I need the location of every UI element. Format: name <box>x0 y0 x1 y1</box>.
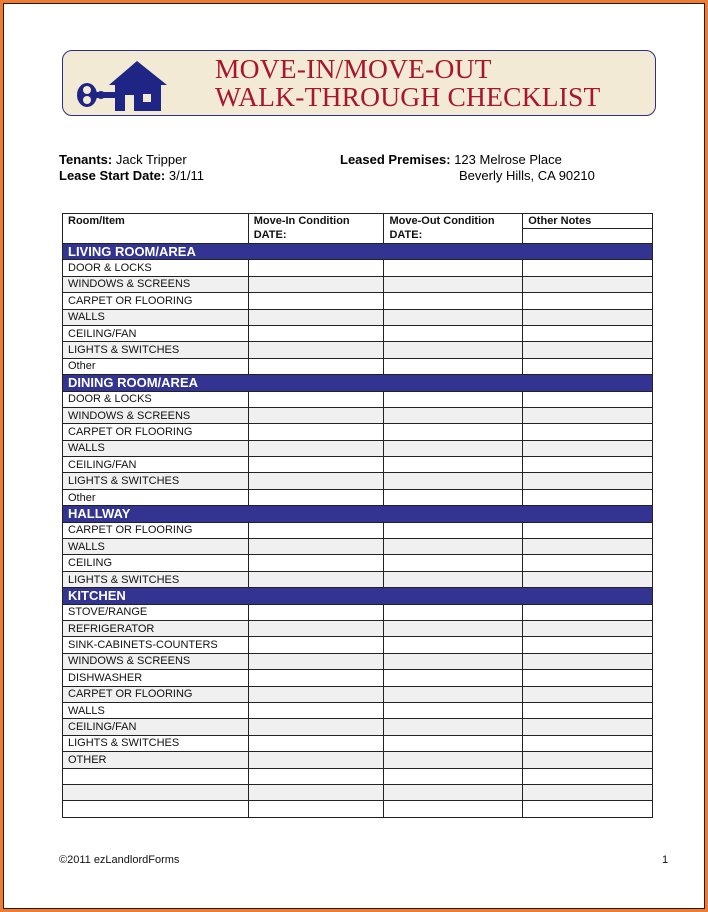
item-name: CARPET OR FLOORING <box>63 686 249 702</box>
table-row <box>63 801 653 817</box>
table-row <box>63 784 653 800</box>
item-name: DISHWASHER <box>63 670 249 686</box>
move-out-cell[interactable] <box>384 457 523 473</box>
header-room: Room/Item <box>63 214 249 244</box>
item-name: REFRIGERATOR <box>63 620 249 636</box>
lease-start-label: Lease Start Date: <box>59 168 166 183</box>
move-out-cell[interactable] <box>384 309 523 325</box>
table-row <box>63 407 653 423</box>
move-out-cell[interactable] <box>384 260 523 276</box>
move-in-cell[interactable] <box>248 670 384 686</box>
table-row <box>63 342 653 358</box>
table-row <box>63 702 653 718</box>
table-row <box>63 440 653 456</box>
table-row <box>63 686 653 702</box>
move-in-cell[interactable] <box>248 539 384 555</box>
move-out-cell[interactable] <box>384 768 523 784</box>
move-out-cell[interactable] <box>384 473 523 489</box>
move-out-cell[interactable] <box>384 293 523 309</box>
item-name: STOVE/RANGE <box>63 604 249 620</box>
notes-subheader <box>523 229 653 244</box>
move-in-cell[interactable] <box>248 604 384 620</box>
notes-cell[interactable] <box>523 309 653 325</box>
move-out-cell[interactable] <box>384 358 523 374</box>
notes-cell[interactable] <box>523 276 653 292</box>
move-in-cell[interactable] <box>248 784 384 800</box>
move-in-cell[interactable] <box>248 620 384 636</box>
notes-cell[interactable] <box>523 522 653 538</box>
notes-cell[interactable] <box>523 407 653 423</box>
move-in-cell[interactable] <box>248 489 384 505</box>
move-in-cell[interactable] <box>248 457 384 473</box>
notes-cell[interactable] <box>523 260 653 276</box>
notes-cell[interactable] <box>523 424 653 440</box>
table-row <box>63 325 653 341</box>
move-out-cell[interactable] <box>384 670 523 686</box>
move-out-cell[interactable] <box>384 407 523 423</box>
notes-cell[interactable] <box>523 620 653 636</box>
section-title: KITCHEN <box>63 588 653 604</box>
move-in-cell[interactable] <box>248 358 384 374</box>
section-title: HALLWAY <box>63 506 653 522</box>
notes-cell[interactable] <box>523 571 653 587</box>
table-row <box>63 539 653 555</box>
notes-cell[interactable] <box>523 342 653 358</box>
premises-field <box>340 152 562 167</box>
table-row <box>63 489 653 505</box>
item-name: LIGHTS & SWITCHES <box>63 735 249 751</box>
notes-cell[interactable] <box>523 489 653 505</box>
notes-cell[interactable] <box>523 686 653 702</box>
title-banner <box>62 50 656 116</box>
key-house-logo-icon <box>75 57 210 113</box>
lease-start-field <box>59 168 204 183</box>
move-out-cell[interactable] <box>384 440 523 456</box>
move-in-cell[interactable] <box>248 801 384 817</box>
move-in-cell[interactable] <box>248 424 384 440</box>
item-name: WINDOWS & SCREENS <box>63 407 249 423</box>
table-row <box>63 391 653 407</box>
item-name: WALLS <box>63 702 249 718</box>
move-out-cell[interactable] <box>384 604 523 620</box>
notes-cell[interactable] <box>523 637 653 653</box>
table-row <box>63 260 653 276</box>
item-name: WALLS <box>63 539 249 555</box>
table-row <box>63 293 653 309</box>
item-name: OTHER <box>63 752 249 768</box>
notes-cell[interactable] <box>523 325 653 341</box>
item-name: CEILING/FAN <box>63 325 249 341</box>
move-in-cell[interactable] <box>248 342 384 358</box>
table-row <box>63 752 653 768</box>
notes-cell[interactable] <box>523 702 653 718</box>
table-row <box>63 620 653 636</box>
item-name: CEILING/FAN <box>63 719 249 735</box>
header-notes: Other Notes <box>523 214 653 229</box>
move-out-cell[interactable] <box>384 522 523 538</box>
move-in-cell[interactable] <box>248 571 384 587</box>
move-in-cell[interactable] <box>248 325 384 341</box>
move-out-date-label: DATE: <box>389 229 423 241</box>
lease-start-value: 3/1/11 <box>168 168 205 183</box>
table-row <box>63 653 653 669</box>
table-row <box>63 735 653 751</box>
move-in-cell[interactable] <box>248 407 384 423</box>
move-in-cell[interactable] <box>248 702 384 718</box>
notes-cell[interactable] <box>523 293 653 309</box>
move-in-cell[interactable] <box>248 309 384 325</box>
table-row <box>63 276 653 292</box>
item-name <box>63 784 249 800</box>
table-row <box>63 522 653 538</box>
document-title <box>215 55 601 111</box>
move-out-cell[interactable] <box>384 539 523 555</box>
move-out-cell[interactable] <box>384 276 523 292</box>
notes-cell[interactable] <box>523 604 653 620</box>
move-out-cell[interactable] <box>384 489 523 505</box>
move-in-cell[interactable] <box>248 752 384 768</box>
header-move-out <box>384 214 523 244</box>
item-name: CEILING/FAN <box>63 457 249 473</box>
premises-line-2: Beverly Hills, CA 90210 <box>459 168 595 183</box>
move-in-cell[interactable] <box>248 735 384 751</box>
move-out-cell[interactable] <box>384 735 523 751</box>
table-row <box>63 719 653 735</box>
item-name: WALLS <box>63 440 249 456</box>
notes-cell[interactable] <box>523 653 653 669</box>
move-in-cell[interactable] <box>248 686 384 702</box>
item-name: Other <box>63 358 249 374</box>
premises-line-1: 123 Melrose Place <box>454 152 562 167</box>
move-out-label: Move-Out Condition <box>389 215 495 227</box>
move-out-cell[interactable] <box>384 784 523 800</box>
item-name: Other <box>63 489 249 505</box>
item-name: WALLS <box>63 309 249 325</box>
move-in-cell[interactable] <box>248 293 384 309</box>
page-number: 1 <box>662 854 669 866</box>
move-in-cell[interactable] <box>248 391 384 407</box>
move-out-cell[interactable] <box>384 325 523 341</box>
notes-cell[interactable] <box>523 752 653 768</box>
move-out-cell[interactable] <box>384 391 523 407</box>
item-name: SINK-CABINETS-COUNTERS <box>63 637 249 653</box>
item-name: LIGHTS & SWITCHES <box>63 473 249 489</box>
item-name: LIGHTS & SWITCHES <box>63 342 249 358</box>
copyright: ©2011 ezLandlordForms <box>59 854 180 866</box>
header-row <box>63 214 653 229</box>
move-in-date-label: DATE: <box>253 229 287 241</box>
move-out-cell[interactable] <box>384 555 523 571</box>
move-in-cell[interactable] <box>248 653 384 669</box>
move-out-cell[interactable] <box>384 719 523 735</box>
table-row <box>63 768 653 784</box>
item-name: CARPET OR FLOORING <box>63 522 249 538</box>
notes-cell[interactable] <box>523 358 653 374</box>
tenants-value: Jack Tripper <box>115 152 187 167</box>
section-header <box>63 588 653 604</box>
tenants-field <box>59 152 187 167</box>
move-out-cell[interactable] <box>384 637 523 653</box>
table-row <box>63 309 653 325</box>
move-out-cell[interactable] <box>384 342 523 358</box>
table-row <box>63 571 653 587</box>
table-row <box>63 670 653 686</box>
notes-cell[interactable] <box>523 801 653 817</box>
move-in-cell[interactable] <box>248 440 384 456</box>
table-row <box>63 457 653 473</box>
move-out-cell[interactable] <box>384 702 523 718</box>
table-row <box>63 604 653 620</box>
section-header <box>63 375 653 391</box>
move-in-cell[interactable] <box>248 260 384 276</box>
notes-cell[interactable] <box>523 735 653 751</box>
move-in-cell[interactable] <box>248 276 384 292</box>
section-header <box>63 244 653 260</box>
table-row <box>63 358 653 374</box>
move-out-cell[interactable] <box>384 424 523 440</box>
notes-cell[interactable] <box>523 719 653 735</box>
table-row <box>63 555 653 571</box>
move-in-cell[interactable] <box>248 768 384 784</box>
move-out-cell[interactable] <box>384 571 523 587</box>
move-out-cell[interactable] <box>384 653 523 669</box>
item-name <box>63 801 249 817</box>
notes-cell[interactable] <box>523 539 653 555</box>
item-name: DOOR & LOCKS <box>63 260 249 276</box>
notes-cell[interactable] <box>523 391 653 407</box>
move-out-cell[interactable] <box>384 620 523 636</box>
notes-cell[interactable] <box>523 555 653 571</box>
section-header <box>63 506 653 522</box>
item-name: CARPET OR FLOORING <box>63 424 249 440</box>
notes-cell[interactable] <box>523 473 653 489</box>
item-name: DOOR & LOCKS <box>63 391 249 407</box>
item-name: WINDOWS & SCREENS <box>63 653 249 669</box>
title-line-2: WALK-THROUGH CHECKLIST <box>215 81 601 112</box>
item-name <box>63 768 249 784</box>
item-name: CARPET OR FLOORING <box>63 293 249 309</box>
notes-cell[interactable] <box>523 784 653 800</box>
table-row <box>63 637 653 653</box>
tenants-label: Tenants: <box>59 152 113 167</box>
page <box>3 3 705 909</box>
move-in-cell[interactable] <box>248 719 384 735</box>
move-out-cell[interactable] <box>384 686 523 702</box>
notes-cell[interactable] <box>523 440 653 456</box>
move-in-cell[interactable] <box>248 555 384 571</box>
item-name: WINDOWS & SCREENS <box>63 276 249 292</box>
move-in-cell[interactable] <box>248 637 384 653</box>
notes-cell[interactable] <box>523 768 653 784</box>
table-row <box>63 473 653 489</box>
premises-label: Leased Premises: <box>340 152 451 167</box>
title-line-1: MOVE-IN/MOVE-OUT <box>215 53 492 84</box>
notes-cell[interactable] <box>523 457 653 473</box>
section-title: LIVING ROOM/AREA <box>63 244 653 260</box>
notes-cell[interactable] <box>523 670 653 686</box>
move-in-cell[interactable] <box>248 473 384 489</box>
item-name: CEILING <box>63 555 249 571</box>
move-out-cell[interactable] <box>384 752 523 768</box>
section-title: DINING ROOM/AREA <box>63 375 653 391</box>
header-move-in <box>248 214 384 244</box>
checklist-table <box>62 213 653 818</box>
item-name: LIGHTS & SWITCHES <box>63 571 249 587</box>
move-in-label: Move-In Condition <box>253 215 350 227</box>
move-in-cell[interactable] <box>248 522 384 538</box>
table-row <box>63 424 653 440</box>
move-out-cell[interactable] <box>384 801 523 817</box>
